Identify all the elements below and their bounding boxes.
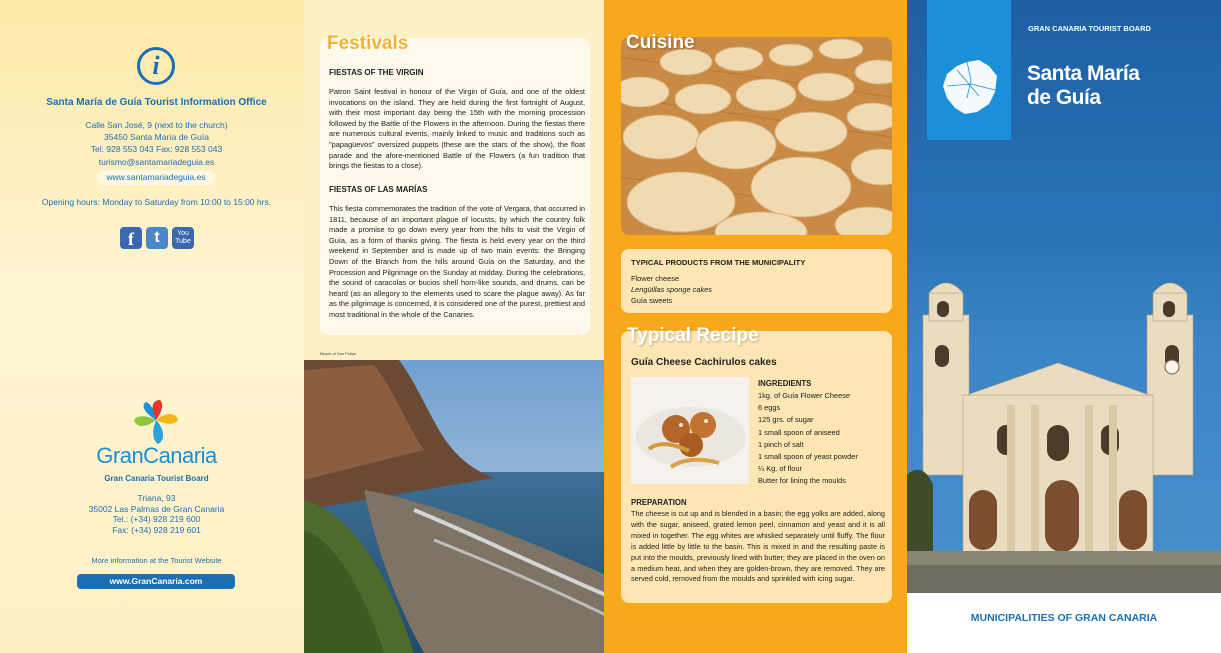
cakes-photo (631, 377, 749, 484)
list-item: Flower cheese (631, 274, 680, 283)
fiesta-marias-title: FIESTAS OF LAS MARÍAS (329, 185, 428, 194)
address-line: 35002 Las Palmas de Gran Canaria (88, 503, 225, 514)
list-item: 1 pinch of salt (758, 439, 804, 449)
list-item: Butter for lining the moulds (758, 476, 846, 486)
website-link[interactable]: www.santamariadeguia.es (97, 170, 215, 185)
address-line: Triana, 93 (137, 493, 176, 503)
title-line: Santa María (1027, 62, 1140, 85)
main-website-link[interactable]: www.GranCanaria.com (77, 574, 235, 589)
church-photo (907, 275, 1221, 593)
opening-hours: Opening hours: Monday to Saturday from 10:00 to 15:00 hrs. (41, 197, 272, 207)
fax-line: Fax: (+34) 928 219 601 (112, 524, 201, 535)
cuisine-heading: Cuisine (626, 32, 695, 53)
recipe-box (621, 331, 892, 603)
address-line: Calle San José, 9 (next to the church) (85, 120, 228, 130)
fiesta-virgin-title: FIESTAS OF THE VIRGIN (329, 68, 424, 77)
gran-canaria-logo-text: GranCanaria (96, 443, 217, 468)
list-item: 1 small spoon of aniseed (758, 427, 840, 437)
list-item: ¼ Kg. of flour (758, 464, 802, 474)
ingredients-list (758, 390, 858, 488)
photo-caption: Beach of San Felipe (320, 351, 357, 356)
festivals-panel (304, 0, 604, 653)
preparation-title: PREPARATION (631, 498, 687, 507)
info-icon: i (137, 47, 175, 85)
youtube-label-bottom: Tube (175, 238, 191, 245)
youtube-label-top: You (177, 230, 189, 237)
email-link[interactable]: turismo@santamariadeguia.es (98, 156, 215, 167)
youtube-icon[interactable] (172, 227, 194, 249)
board-address (0, 493, 304, 535)
list-item: Guía sweets (631, 296, 673, 305)
office-address (0, 119, 304, 168)
list-item: Lengüillas sponge cakes (631, 285, 712, 294)
list-item: 6 eggs (758, 403, 781, 413)
cover-title (1027, 62, 1139, 110)
ingredients-title: INGREDIENTS (758, 379, 812, 388)
office-title: Santa María de Guía Tourist Information Office (46, 97, 267, 108)
fiesta-virgin-text: Patron Saint festival in honour of the Virgin of Guía, and one of the oldest invocations on the island. They are held during the first fortnight of August, with their most important day being the 15th with the morning procession followed by the Battle of the Flowers in the afternoon. During the fiestas there are numerous cultural events, mainly linked to music and traditions such as "papagüevos" oversized puppets (these are the stars of the show), the float parade and the afore-mentioned Battle of the Flowers (a fun tradition that brings the fiestas to a close). (329, 87, 585, 171)
list-item: 125 grs. of sugar (758, 415, 814, 425)
cuisine-panel (604, 0, 907, 653)
cheese-photo (621, 37, 892, 235)
recipe-heading: Typical Recipe (627, 325, 759, 346)
fiesta-marias-text: This fiesta commemorates the tradition of the vote of Vergara, that occurred in 1811, because of an important plague of locusts, by which the country folk made a promise to go down every year from the hills to visit the Virgin of Guía, as a form of thanks giving. The fiesta is held every year on the third weekend in September and is made up of two main events: the Bringing Down of the Branch from the hills around Guía on the Saturday, and the Procession and Pilgrimage on the Sunday at midday. During the celebrations, the sound of caracolas or bucios shell horn-like sounds, and drums, can be heard (as an allegory to the elements used to scare the plague away). As far as the pilgrimage is concerned, it is considered one of the purest, prettiest and most traditional in the whole of the Canaries. (329, 204, 585, 319)
twitter-icon[interactable]: t (146, 227, 168, 249)
recipe-name: Guía Cheese Cachirulos cakes (631, 357, 777, 368)
festivals-heading: Festivals (327, 33, 409, 54)
address-line: 35450 Santa María de Guía (104, 132, 209, 143)
products-title: TYPICAL PRODUCTS FROM THE MUNICIPALITY (631, 258, 806, 267)
municipalities-label: MUNICIPALITIES OF GRAN CANARIA (970, 612, 1158, 624)
cover-panel (907, 0, 1221, 653)
list-item: 1 small spoon of yeast powder (758, 452, 858, 462)
beach-photo (304, 360, 604, 653)
phone-line: Tel.: (+34) 928 219 600 (112, 514, 201, 524)
preparation-text: The cheese is cut up and is blended in a basin; the egg yolks are added, along with the sugar, aniseed, grated lemon peel, cinnamon and yeast and it is all mixed in together. The egg whites are whisked separately until fluffy. The flour is added little by little to the basin. This is mixed in and the resulting paste is put into the moulds, previously lined with butter; they are placed in the oven on a medium heat, and when they are golden-brown, they are removed. They are served cold, removed from the moulds and sprinkled with icing sugar. (631, 509, 885, 584)
info-panel (0, 0, 304, 653)
board-label: GRAN CANARIA TOURIST BOARD (1028, 24, 1151, 33)
facebook-icon[interactable]: f (120, 227, 142, 249)
more-info-text: More information at the Tourist Website (91, 556, 222, 565)
island-map-icon (927, 0, 1011, 140)
products-list (631, 273, 712, 306)
gran-canaria-logo-icon (130, 398, 182, 446)
list-item: 1kg. of Guía Flower Cheese (758, 391, 851, 400)
title-line: de Guía (1027, 86, 1101, 109)
phone-line: Tel: 928 553 043 Fax: 928 553 043 (90, 144, 223, 155)
board-name: Gran Canaria Tourist Board (104, 474, 209, 483)
island-map-tile (927, 0, 1011, 140)
products-box (621, 249, 892, 313)
